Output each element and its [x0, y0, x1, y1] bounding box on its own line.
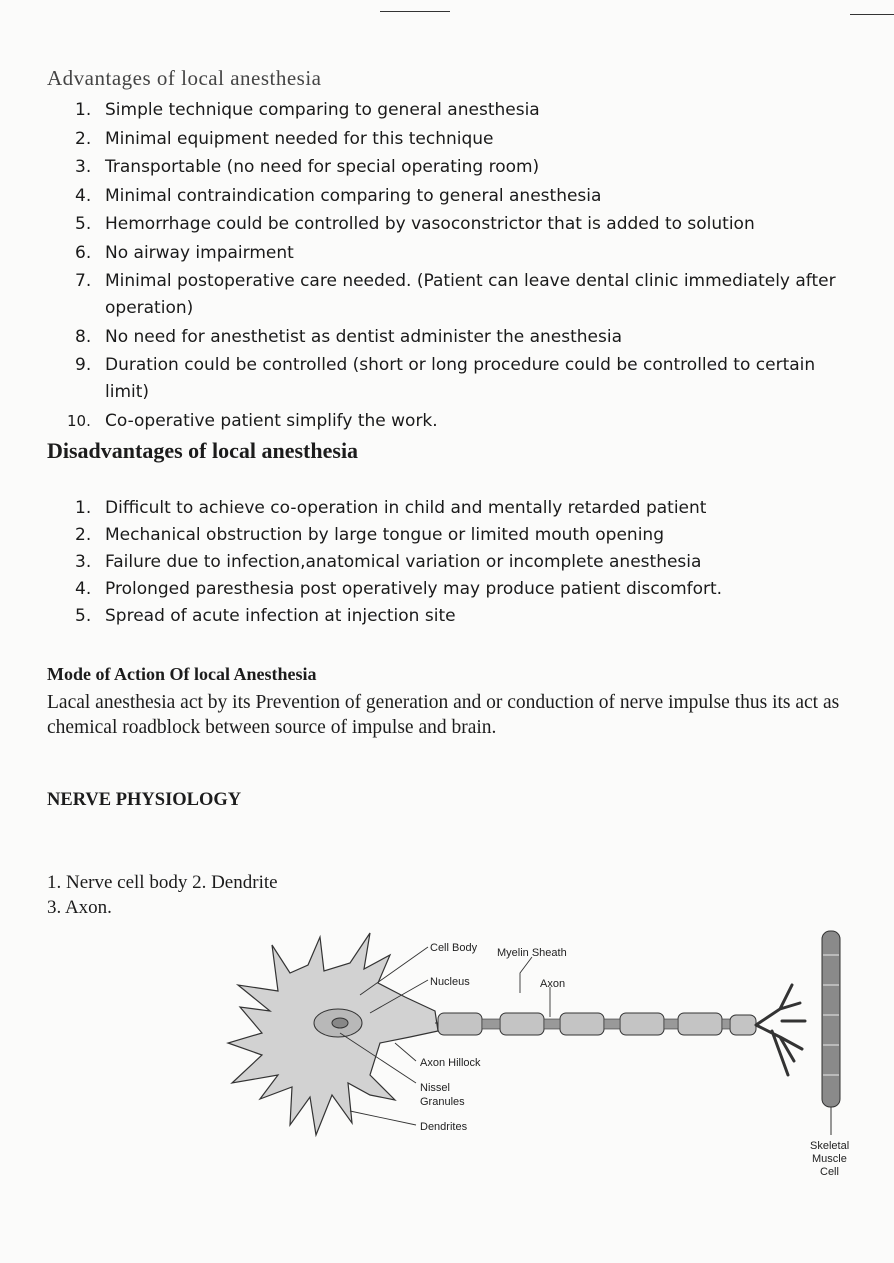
nerve-parts-line: 1. Nerve cell body 2. Dendrite: [47, 872, 278, 893]
label-nissel: Nissel: [420, 1082, 450, 1094]
list-item: 1. Difficult to achieve co-operation in child and mentally retarded patient: [75, 498, 707, 518]
list-item: 3. Transportable (no need for special operating room): [75, 157, 540, 177]
axon-terminal: [756, 985, 805, 1075]
mode-of-action-heading: Mode of Action Of local Anesthesia: [47, 664, 317, 684]
myelin-segment: [438, 1013, 482, 1035]
label-skeletal: Skeletal: [810, 1140, 850, 1152]
list-item: 10. Co-operative patient simplify the work.: [67, 410, 438, 431]
nucleolus: [332, 1018, 348, 1028]
myelin-segment: [730, 1015, 756, 1035]
mode-of-action-text: Lacal anesthesia act by its Prevention of generation and or conduction of nerve impulse thus its act as chemical roadblock between source of impulse and brain.: [47, 692, 840, 738]
list-item: 1. Simple technique comparing to general anesthesia: [75, 100, 540, 120]
myelin-segment: [620, 1013, 664, 1035]
list-item: 4. Prolonged paresthesia post operatively may produce patient discomfort.: [75, 579, 723, 599]
list-item: 6. No airway impairment: [75, 242, 294, 263]
disadvantages-heading: Disadvantages of local anesthesia: [47, 438, 359, 463]
list-item: 5. Spread of acute infection at injection site: [75, 606, 456, 626]
myelin-segment: [560, 1013, 604, 1035]
list-item: 4. Minimal contraindication comparing to general anesthesia: [75, 185, 602, 206]
disadvantages-list: [47, 495, 847, 630]
label-muscle: Muscle: [812, 1153, 847, 1165]
label-axon-hillock: Axon Hillock: [420, 1057, 481, 1069]
list-item: 5. Hemorrhage could be controlled by vasoconstrictor that is added to solution: [75, 214, 755, 234]
list-item: 9. Duration could be controlled (short or long procedure could be controlled to certain limit): [75, 355, 816, 402]
list-item: 7. Minimal postoperative care needed. (Patient can leave dental clinic immediately after operation): [75, 271, 836, 318]
advantages-heading: Advantages of local anesthesia: [47, 66, 322, 90]
label-myelin-sheath: Myelin Sheath: [497, 947, 567, 959]
nerve-parts-line: 3. Axon.: [47, 897, 112, 918]
myelin-segment: [678, 1013, 722, 1035]
label-nucleus: Nucleus: [430, 976, 470, 988]
label-cell-body: Cell Body: [430, 942, 478, 954]
advantages-list: [47, 97, 847, 436]
label-cell: Cell: [820, 1166, 839, 1178]
list-item: 2. Mechanical obstruction by large tongue or limited mouth opening: [75, 525, 664, 545]
top-scan-line: [380, 11, 450, 12]
neuron-diagram: [220, 925, 860, 1190]
top-right-scan-line: [850, 14, 894, 15]
skeletal-muscle-cell: [822, 931, 840, 1107]
myelin-segment: [500, 1013, 544, 1035]
nerve-physiology-heading: NERVE PHYSIOLOGY: [47, 790, 242, 810]
label-axon: Axon: [540, 978, 566, 990]
list-item: 2. Minimal equipment needed for this technique: [75, 128, 494, 149]
list-item: 8. No need for anesthetist as dentist administer the anesthesia: [75, 326, 622, 347]
nerve-parts-list: [47, 870, 447, 920]
label-dendrites: Dendrites: [420, 1121, 468, 1133]
label-granules: Granules: [420, 1096, 465, 1108]
list-item: 3. Failure due to infection,anatomical variation or incomplete anesthesia: [75, 552, 702, 572]
